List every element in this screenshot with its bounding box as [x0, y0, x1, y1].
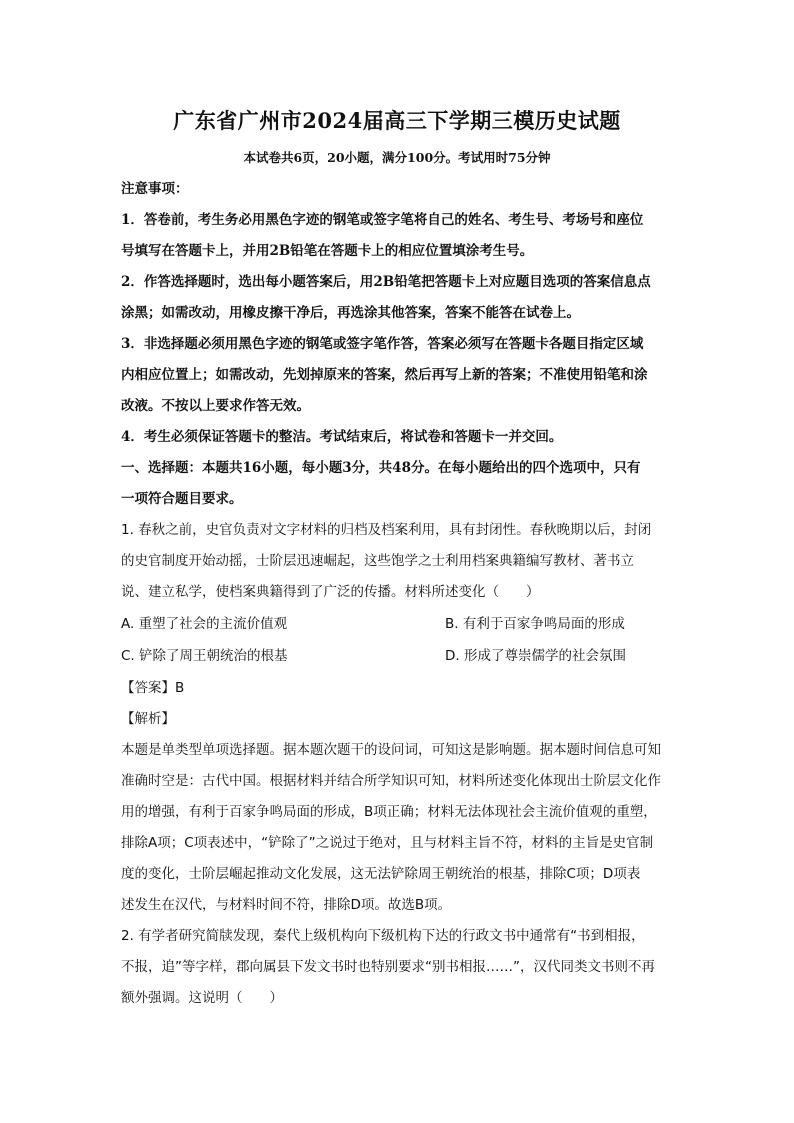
page-subtitle: 本试卷共6页，20小题，满分100分。考试用时75分钟 — [243, 150, 551, 165]
analysis-line: 度的变化，士阶层崛起推动文化发展，这无法铲除周王朝统治的根基，排除C项；D项表 — [121, 866, 641, 882]
notice-line: 改液。不按以上要求作答无效。 — [121, 398, 310, 414]
notice-line: 3．非选择题必须用黑色字迹的钢笔或签字笔作答，答案必须写在答题卡各题目指定区域 — [121, 336, 644, 352]
question-stem: 2. 有学者研究简牍发现，秦代上级机构向下级机构下达的行政文书中通常有“书到相报， — [121, 928, 645, 944]
analysis-line: 用的增强，有利于百家争鸣局面的形成，B项正确；材料无法体现社会主流价值观的重塑， — [121, 804, 657, 820]
page-title: 广东省广州市2024届高三下学期三模历史试题 — [173, 108, 621, 133]
answer-label: 【答案】B — [121, 680, 185, 696]
notice-line: 涂黑；如需改动，用橡皮擦干净后，再选涂其他答案，答案不能答在试卷上。 — [121, 305, 580, 321]
option-b: B. 有利于百家争鸣局面的形成 — [445, 616, 625, 632]
option-c: C. 铲除了周王朝统治的根基 — [121, 648, 288, 664]
analysis-label: 【解析】 — [121, 711, 175, 727]
option-a: A. 重塑了社会的主流价值观 — [121, 616, 288, 632]
question-stem: 不报，追”等字样，郡向属县下发文书时也特别要求“别书相报……”，汉代同类文书则不再 — [121, 959, 655, 975]
analysis-line: 本题是单类型单项选择题。据本题次题干的设问词，可知这是影响题。据本题时间信息可知 — [121, 742, 661, 758]
notice-heading: 注意事项： — [121, 181, 189, 197]
analysis-line: 述发生在汉代，与材料时间不符，排除D项。故选B项。 — [121, 897, 452, 913]
option-d: D. 形成了尊崇儒学的社会氛围 — [445, 648, 626, 664]
analysis-line: 排除A项；C项表述中，“铲除了”之说过于绝对，且与材料主旨不符，材料的主旨是史官制 — [121, 835, 654, 851]
analysis-line: 准确时空是：古代中国。根据材料并结合所学知识可知，材料所述变化体现出士阶层文化作 — [121, 773, 661, 789]
section-heading: 一、选择题：本题共16小题，每小题3分，共48分。在每小题给出的四个选项中，只有 — [121, 460, 641, 476]
question-stem: 额外强调。这说明（ ） — [121, 990, 283, 1006]
notice-line: 2．作答选择题时，选出每小题答案后，用2B铅笔把答题卡上对应题目选项的答案信息点 — [121, 274, 651, 290]
notice-line: 号填写在答题卡上，并用2B铅笔在答题卡上的相应位置填涂考生号。 — [121, 243, 534, 259]
notice-line: 内相应位置上；如需改动，先划掉原来的答案，然后再写上新的答案；不准使用铅笔和涂 — [121, 367, 648, 383]
question-stem: 1. 春秋之前，史官负责对文字材料的归档及档案利用，具有封闭性。春秋晚期以后，封闭 — [121, 522, 652, 538]
notice-line: 4．考生必须保证答题卡的整洁。考试结束后，将试卷和答题卡一并交回。 — [121, 429, 563, 445]
question-stem: 说、建立私学，使档案典籍得到了广泛的传播。材料所述变化（ ） — [121, 584, 540, 600]
notice-line: 1．答卷前，考生务必用黑色字迹的钢笔或签字笔将自己的姓名、考生号、考场号和座位 — [121, 212, 644, 228]
section-heading: 一项符合题目要求。 — [121, 491, 243, 507]
question-stem: 的史官制度开始动摇，士阶层迅速崛起，这些饱学之士利用档案典籍编写教材、著书立 — [121, 553, 634, 569]
